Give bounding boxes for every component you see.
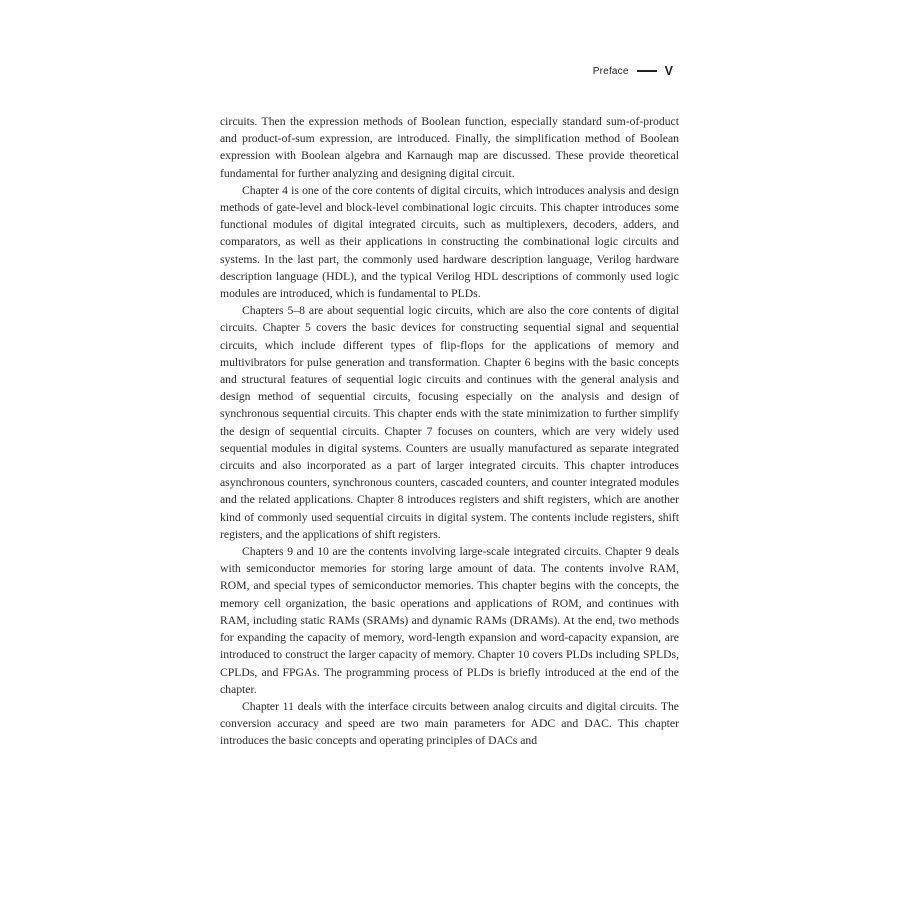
body-text (220, 113, 679, 750)
paragraph-chapter-11: Chapter 11 deals with the interface circuits between analog circuits and digital circuits. The conversion accuracy and speed are two main parameters for ADC and DAC. This chapter introduces the basic concepts and operating principles of DACs and (220, 699, 679, 748)
paragraph-chapters-9-10: Chapters 9 and 10 are the contents involving large-scale integrated circuits. Chapter 9 deals with semiconductor memories for storing large amount of data. The contents involve RAM, ROM, and special types of semiconductor memories. This chapter begins with the concepts, the memory cell organization, the basic operations and applications of ROM, and continues with RAM, including static RAMs (SRAMs) and dynamic RAMs (DRAMs). At the end, two methods for expanding the capacity of memory, word-length expansion and word-capacity expansion, are introduced to construct the larger capacity of memory. Chapter 10 covers PLDs including SPLDs, CPLDs, and FPGAs. The programming process of PLDs is briefly introduced at the end of the chapter. (220, 545, 679, 696)
running-head-title: Preface (592, 65, 629, 77)
paragraph-continuation: circuits. Then the expression methods of Boolean function, especially standard sum-of-product and product-of-sum expression, are introduced. Finally, the simplification method of Boolean expression with Boolean algebra and Karnaugh map are discussed. These provide theoretical fundamental for further analyzing and designing digital circuit. (220, 115, 679, 180)
running-head (560, 63, 673, 79)
paragraph-chapters-5-8: Chapters 5–8 are about sequential logic circuits, which are also the core contents of digital circuits. Chapter 5 covers the basic devices for constructing sequential signal and sequential circuits, which include different types of flip-flops for the applications of memory and multivibrators for pulse generation and transformation. Chapter 6 begins with the basic concepts and structural features of sequential logic circuits and continues with the general analysis and design method of sequential circuits, focusing especially on the analysis and design of synchronous sequential circuits. This chapter ends with the state minimization to further simplify the design of sequential circuits. Chapter 7 focuses on counters, which are very widely used sequential modules in digital systems. Counters are usually manufactured as separate integrated circuits and also incorporated as a part of larger integrated circuits. This chapter introduces asynchronous counters, synchronous counters, cascaded counters, and counter integrated modules and the related applications. Chapter 8 introduces registers and shift registers, which are another kind of commonly used sequential circuits in digital system. The contents include registers, shift registers, and the applications of shift registers. (220, 304, 679, 541)
page-number: V (664, 64, 673, 78)
paragraph-chapter-4: Chapter 4 is one of the core contents of digital circuits, which introduces analysis and design methods of gate-level and block-level combinational logic circuits. This chapter introduces some functional modules of digital integrated circuits, such as multiplexers, decoders, adders, and comparators, as well as their applications in constructing the combinational logic circuits and systems. In the last part, the commonly used hardware description language, Verilog hardware description language (HDL), and the typical Verilog HDL descriptions of commonly used logic modules are introduced, which is fundamental to PLDs. (220, 183, 679, 301)
running-head-rule (637, 70, 657, 72)
